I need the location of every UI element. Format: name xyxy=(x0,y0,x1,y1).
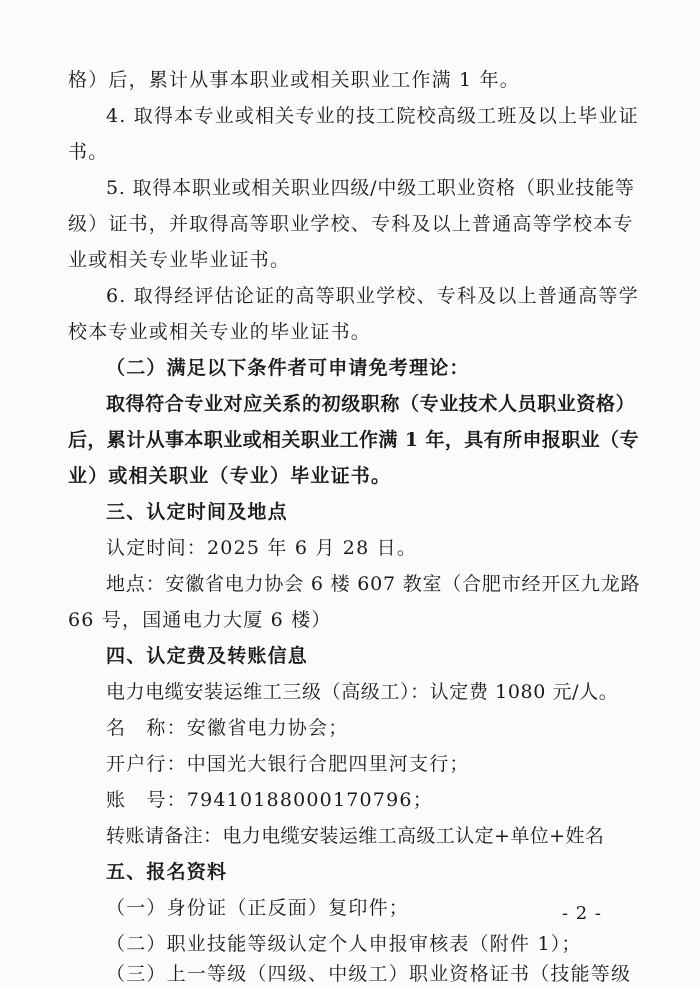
text-line: 名 称：安徽省电力协会； xyxy=(106,717,349,739)
text-line: 6. 取得经评估论证的高等职业学校、专科及以上普通高等学 xyxy=(106,285,639,307)
text-line: 开户行：中国光大银行合肥四里河支行； xyxy=(106,753,470,775)
section-heading: 五、报名资料 xyxy=(106,861,228,883)
text-line: （二）职业技能等级认定个人申报审核表（附件 1）； xyxy=(106,933,582,955)
text-line: 书。 xyxy=(68,141,109,163)
text-line: 格）后，累计从事本职业或相关职业工作满 1 年。 xyxy=(68,69,520,91)
text-line: 级）证书，并取得高等职业学校、专科及以上普通高等学校本专 xyxy=(68,213,634,235)
text-line: 4. 取得本专业或相关专业的技工院校高级工班及以上毕业证 xyxy=(106,105,639,127)
text-line: 业或相关专业毕业证书。 xyxy=(68,249,291,271)
page-number: - 2 - xyxy=(561,903,602,924)
text-line: 账 号：79410188000170796； xyxy=(106,789,433,811)
section-heading: 四、认定费及转账信息 xyxy=(106,645,309,667)
text-line-bold: 取得符合专业对应关系的初级职称（专业技术人员职业资格） xyxy=(106,393,636,415)
text-line: 66 号，国通电力大厦 6 楼） xyxy=(68,609,332,631)
text-line: 认定时间：2025 年 6 月 28 日。 xyxy=(106,537,418,559)
text-line: 校本专业或相关专业的毕业证书。 xyxy=(68,321,372,343)
text-line: 电力电缆安装运维工三级（高级工）：认定费 1080 元/人。 xyxy=(106,681,619,703)
text-line: （一）身份证（正反面）复印件； xyxy=(106,897,410,919)
section-heading: 三、认定时间及地点 xyxy=(106,501,288,523)
section-subheading: （二）满足以下条件者可申请免考理论： xyxy=(106,357,470,379)
text-line: 5. 取得本职业或相关职业四级/中级工职业资格（职业技能等 xyxy=(106,177,635,199)
text-line-bold: 业）或相关职业（专业）毕业证书。 xyxy=(68,465,392,487)
text-line-bold: 后，累计从事本职业或相关职业工作满 1 年，具有所申报职业（专 xyxy=(68,429,639,451)
text-line: 转账请备注：电力电缆安装运维工高级工认定+单位+姓名 xyxy=(106,825,605,847)
text-line: 地点：安徽省电力协会 6 楼 607 教室（合肥市经开区九龙路 xyxy=(106,573,641,595)
text-line: （三）上一等级（四级、中级工）职业资格证书（技能等级 xyxy=(106,963,632,985)
